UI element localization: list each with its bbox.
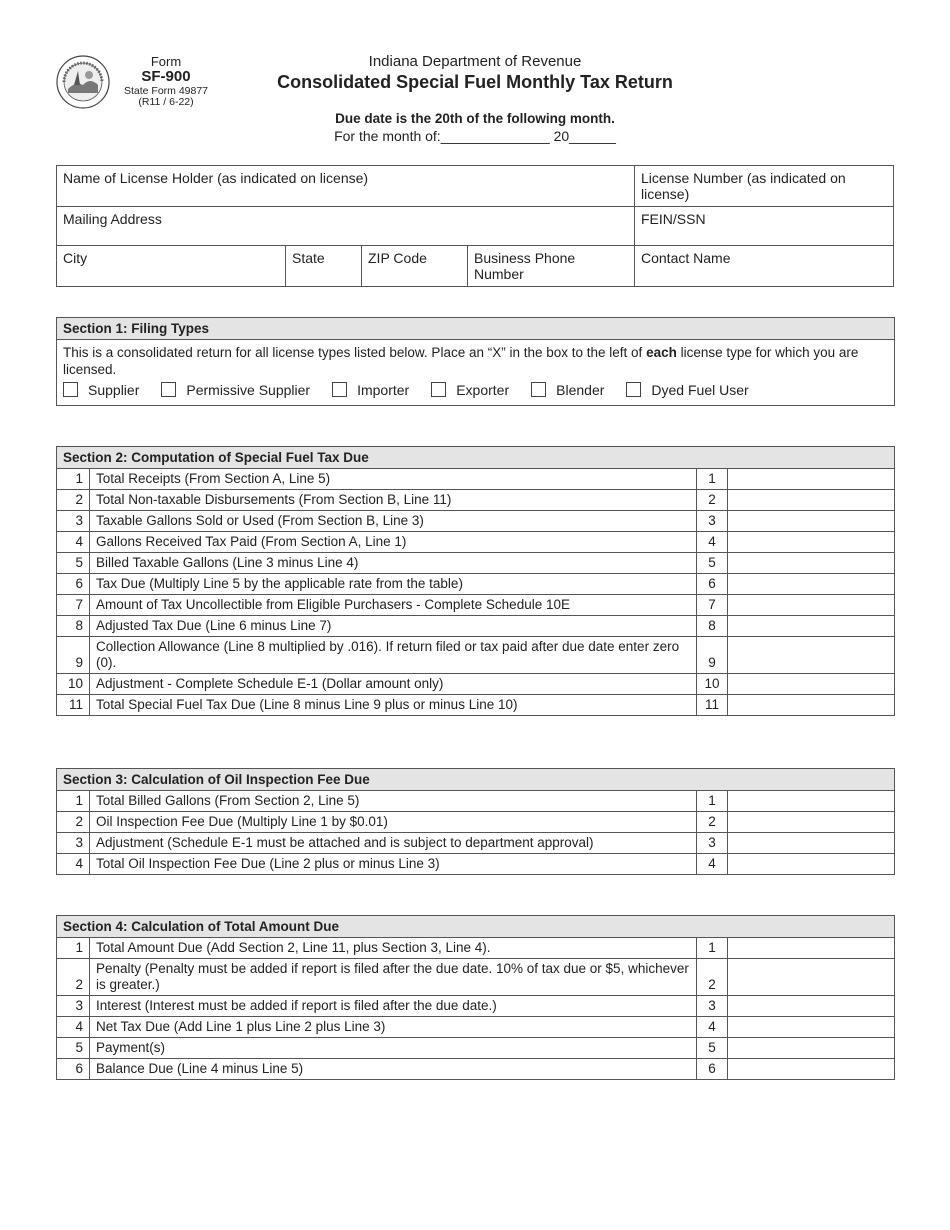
lines-table (57, 469, 894, 715)
department-name: Indiana Department of Revenue (368, 53, 582, 70)
line-amount-field[interactable] (728, 511, 895, 532)
mailing-address-field[interactable]: Mailing Address (57, 207, 635, 246)
filing-type-options (63, 382, 888, 401)
line-row (57, 791, 894, 812)
checkbox[interactable] (63, 382, 78, 397)
checkbox[interactable] (332, 382, 347, 397)
city-field[interactable]: City (57, 246, 286, 287)
lines-table (57, 791, 894, 874)
line-row (57, 1017, 894, 1038)
checkbox[interactable] (626, 382, 641, 397)
line-amount-field[interactable] (728, 595, 895, 616)
filing-type-supplier[interactable]: Supplier (63, 382, 139, 399)
line-row (57, 616, 894, 637)
line-description: Interest (Interest must be added if report is filed after the due date.) (90, 996, 697, 1017)
line-description: Total Receipts (From Section A, Line 5) (90, 469, 697, 490)
line-row (57, 938, 894, 959)
line-amount-field[interactable] (728, 637, 895, 674)
line-description: Adjustment (Schedule E-1 must be attached and is subject to department approval) (90, 833, 697, 854)
line-number-ref: 5 (697, 553, 728, 574)
line-row (57, 469, 894, 490)
line-description: Payment(s) (90, 1038, 697, 1059)
filing-type-blender[interactable]: Blender (531, 382, 604, 399)
form-header (250, 53, 700, 144)
line-description: Total Non-taxable Disbursements (From Section B, Line 11) (90, 490, 697, 511)
line-number-ref: 4 (697, 854, 728, 875)
checkbox[interactable] (161, 382, 176, 397)
line-description: Penalty (Penalty must be added if report is filed after the due date. 10% of tax due or $5, whichever is greater.) (90, 959, 697, 996)
month-field[interactable]: For the month of:______________ 20______ (334, 128, 616, 144)
line-row (57, 996, 894, 1017)
line-description: Balance Due (Line 4 minus Line 5) (90, 1059, 697, 1080)
line-number-ref: 3 (697, 996, 728, 1017)
line-number: 5 (57, 553, 90, 574)
line-description: Amount of Tax Uncollectible from Eligible Purchasers - Complete Schedule 10E (90, 595, 697, 616)
line-amount-field[interactable] (728, 938, 895, 959)
line-number-ref: 6 (697, 1059, 728, 1080)
contact-name-field[interactable]: Contact Name (635, 246, 894, 287)
filing-type-exporter[interactable]: Exporter (431, 382, 509, 399)
line-amount-field[interactable] (728, 791, 895, 812)
line-number-ref: 2 (697, 959, 728, 996)
line-row (57, 854, 894, 875)
line-amount-field[interactable] (728, 695, 895, 716)
line-description: Total Oil Inspection Fee Due (Line 2 plus or minus Line 3) (90, 854, 697, 875)
line-number-ref: 10 (697, 674, 728, 695)
state-field[interactable]: State (286, 246, 362, 287)
line-row (57, 674, 894, 695)
line-number-ref: 4 (697, 1017, 728, 1038)
line-number: 3 (57, 996, 90, 1017)
form-label: Form (150, 54, 182, 69)
fein-ssn-field[interactable]: FEIN/SSN (635, 207, 894, 246)
line-amount-field[interactable] (728, 490, 895, 511)
section-title: Section 2: Computation of Special Fuel Tax Due (57, 447, 894, 469)
section-oil-inspection-fee (56, 768, 895, 875)
line-amount-field[interactable] (728, 854, 895, 875)
line-number: 6 (57, 1059, 90, 1080)
line-number-ref: 8 (697, 616, 728, 637)
line-number: 7 (57, 595, 90, 616)
line-number-ref: 6 (697, 574, 728, 595)
line-number: 4 (57, 854, 90, 875)
filing-type-permissive-supplier[interactable]: Permissive Supplier (161, 382, 310, 399)
form-identifier (116, 55, 216, 109)
line-row (57, 1059, 894, 1080)
line-amount-field[interactable] (728, 812, 895, 833)
filing-instructions: This is a consolidated return for all license types listed below. Place an “X” in the box to the left of each license type for which you are licensed. (63, 345, 859, 377)
line-description: Total Billed Gallons (From Section 2, Line 5) (90, 791, 697, 812)
line-number-ref: 9 (697, 637, 728, 674)
section-title: Section 1: Filing Types (57, 318, 894, 340)
checkbox[interactable] (531, 382, 546, 397)
line-amount-field[interactable] (728, 469, 895, 490)
section-title: Section 3: Calculation of Oil Inspection Fee Due (57, 769, 894, 791)
line-number: 1 (57, 791, 90, 812)
line-number: 8 (57, 616, 90, 637)
line-number-ref: 2 (697, 490, 728, 511)
line-description: Net Tax Due (Add Line 1 plus Line 2 plus Line 3) (90, 1017, 697, 1038)
section-title: Section 4: Calculation of Total Amount Due (57, 916, 894, 938)
line-amount-field[interactable] (728, 833, 895, 854)
section-special-fuel-tax (56, 446, 895, 716)
line-number: 3 (57, 511, 90, 532)
line-number: 5 (57, 1038, 90, 1059)
line-description: Gallons Received Tax Paid (From Section A, Line 1) (90, 532, 697, 553)
line-number: 10 (57, 674, 90, 695)
line-row (57, 574, 894, 595)
line-description: Taxable Gallons Sold or Used (From Section B, Line 3) (90, 511, 697, 532)
line-amount-field[interactable] (728, 674, 895, 695)
line-description: Tax Due (Multiply Line 5 by the applicable rate from the table) (90, 574, 697, 595)
line-number-ref: 3 (697, 511, 728, 532)
line-number-ref: 11 (697, 695, 728, 716)
line-amount-field[interactable] (728, 616, 895, 637)
section-filing-types (56, 317, 895, 406)
form-number: SF-900 (141, 68, 191, 86)
due-date-note: Due date is the 20th of the following month. (335, 111, 615, 126)
line-amount-field[interactable] (728, 1017, 895, 1038)
line-row (57, 695, 894, 716)
line-number: 4 (57, 1017, 90, 1038)
line-number: 9 (57, 637, 90, 674)
line-number: 2 (57, 812, 90, 833)
line-number-ref: 1 (697, 469, 728, 490)
filing-type-dyed-fuel-user[interactable]: Dyed Fuel User (626, 382, 748, 399)
line-description: Adjustment - Complete Schedule E-1 (Dollar amount only) (90, 674, 697, 695)
line-amount-field[interactable] (728, 553, 895, 574)
line-number: 1 (57, 938, 90, 959)
license-holder-name-field[interactable]: Name of License Holder (as indicated on license) (57, 166, 635, 207)
line-description: Billed Taxable Gallons (Line 3 minus Line 4) (90, 553, 697, 574)
line-number: 6 (57, 574, 90, 595)
line-amount-field[interactable] (728, 532, 895, 553)
business-phone-field[interactable]: Business Phone Number (468, 246, 635, 287)
license-number-field[interactable]: License Number (as indicated on license) (635, 166, 894, 207)
page-title: Consolidated Special Fuel Monthly Tax Return (277, 72, 673, 92)
section-total-amount-due (56, 915, 895, 1080)
line-description: Total Amount Due (Add Section 2, Line 11, plus Section 3, Line 4). (90, 938, 697, 959)
line-description: Collection Allowance (Line 8 multiplied by .016). If return filed or tax paid after due date enter zero (0). (90, 637, 697, 674)
line-number-ref: 1 (697, 791, 728, 812)
line-description: Oil Inspection Fee Due (Multiply Line 1 by $0.01) (90, 812, 697, 833)
line-amount-field[interactable] (728, 1038, 895, 1059)
state-form-number: State Form 49877 (123, 84, 209, 97)
zip-code-field[interactable]: ZIP Code (362, 246, 468, 287)
line-row (57, 1038, 894, 1059)
line-amount-field[interactable] (728, 1059, 895, 1080)
line-amount-field[interactable] (728, 996, 895, 1017)
line-number: 2 (57, 959, 90, 996)
line-number-ref: 4 (697, 532, 728, 553)
line-row (57, 959, 894, 996)
line-row (57, 490, 894, 511)
line-row (57, 637, 894, 674)
line-row (57, 833, 894, 854)
line-number-ref: 1 (697, 938, 728, 959)
line-number: 2 (57, 490, 90, 511)
line-number: 3 (57, 833, 90, 854)
line-number: 1 (57, 469, 90, 490)
line-row (57, 595, 894, 616)
form-revision: (R11 / 6-22) (138, 96, 194, 109)
line-row (57, 812, 894, 833)
license-holder-info (56, 165, 894, 287)
line-description: Total Special Fuel Tax Due (Line 8 minus Line 9 plus or minus Line 10) (90, 695, 697, 716)
line-number-ref: 2 (697, 812, 728, 833)
line-row (57, 511, 894, 532)
line-number-ref: 5 (697, 1038, 728, 1059)
line-number-ref: 7 (697, 595, 728, 616)
state-seal-icon (56, 55, 110, 109)
line-description: Adjusted Tax Due (Line 6 minus Line 7) (90, 616, 697, 637)
line-amount-field[interactable] (728, 574, 895, 595)
line-number: 4 (57, 532, 90, 553)
line-row (57, 553, 894, 574)
lines-table (57, 938, 894, 1079)
line-number-ref: 3 (697, 833, 728, 854)
filing-type-importer[interactable]: Importer (332, 382, 409, 399)
line-amount-field[interactable] (728, 959, 895, 996)
line-number: 11 (57, 695, 90, 716)
checkbox[interactable] (431, 382, 446, 397)
line-row (57, 532, 894, 553)
